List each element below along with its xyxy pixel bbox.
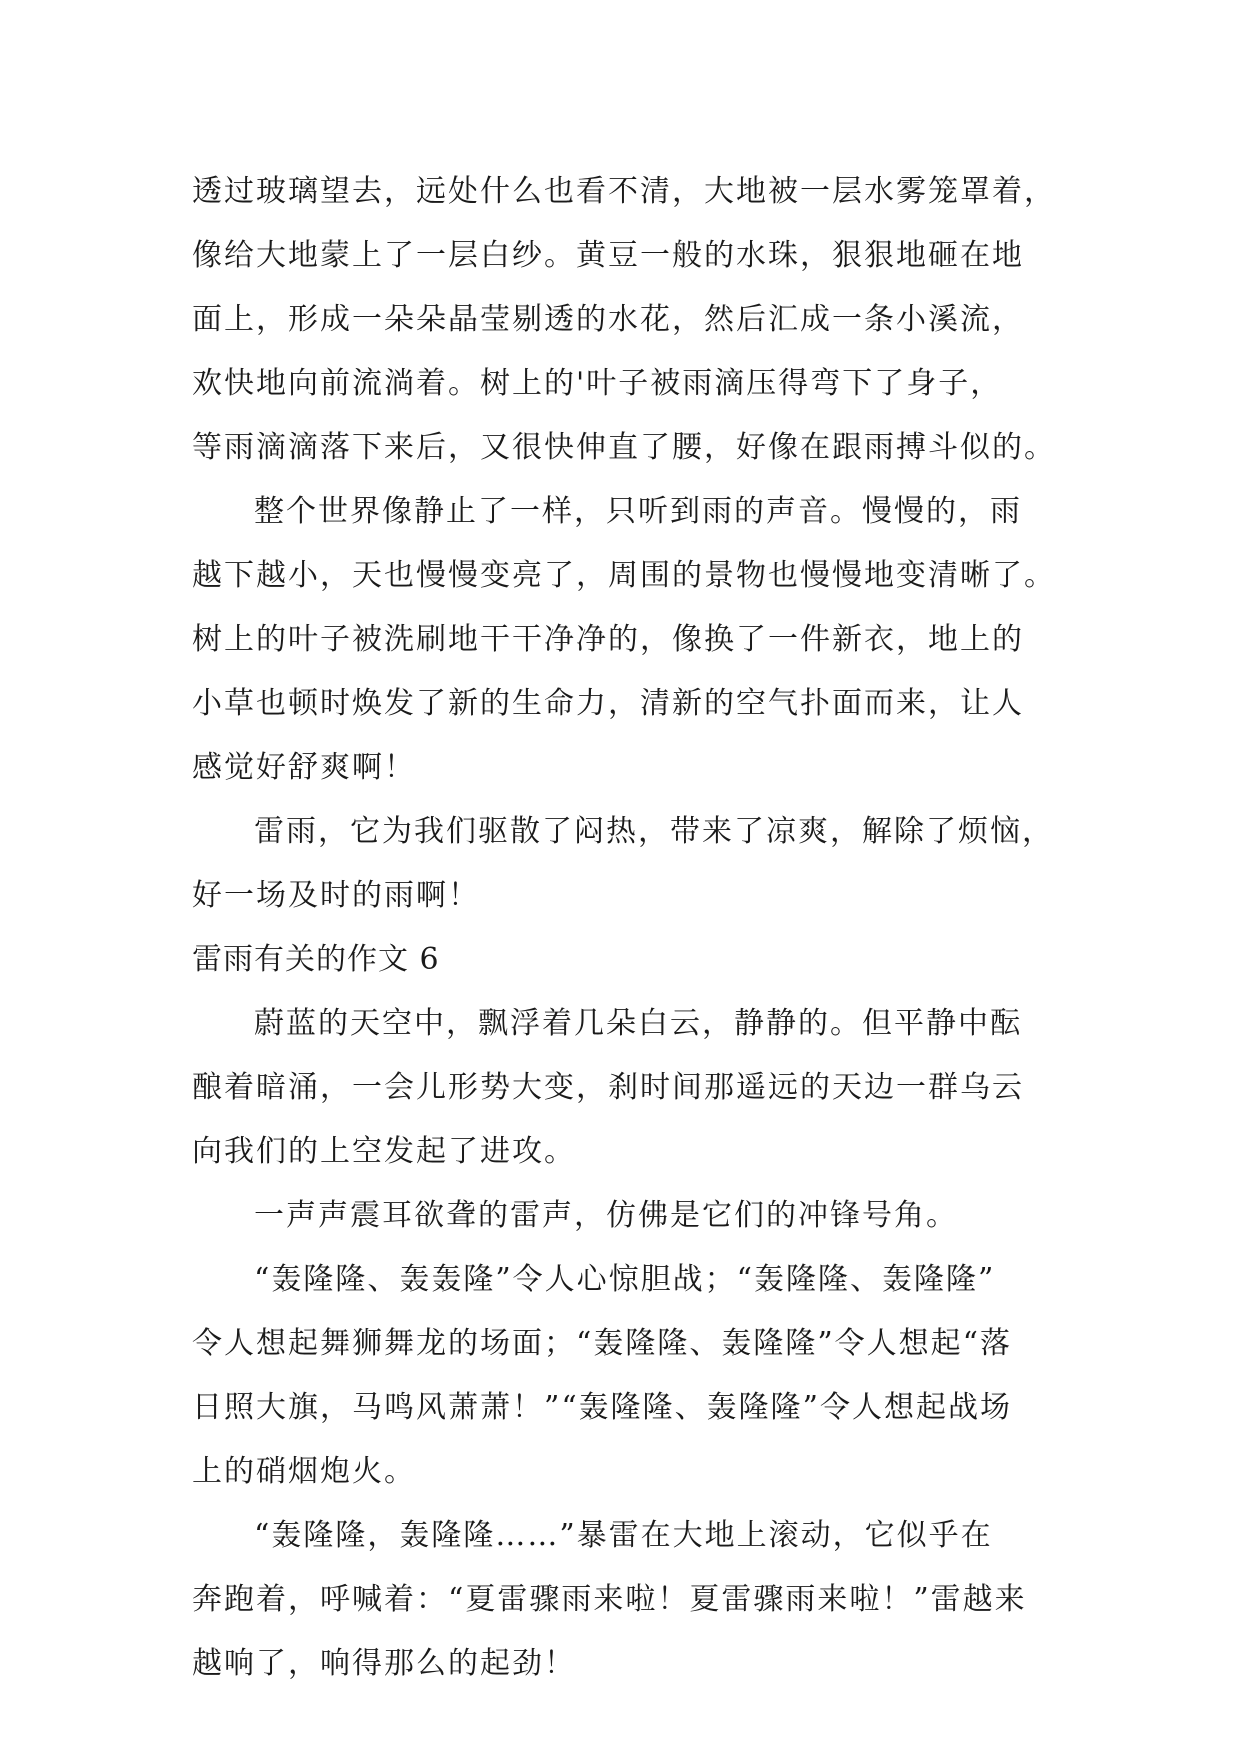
text-line: 等雨滴滴落下来后，又很快伸直了腰，好像在跟雨搏斗似的。 [192, 430, 1056, 465]
text-line: 像给大地蒙上了一层白纱。黄豆一般的水珠，狠狠地砸在地 [192, 238, 1024, 273]
paragraph [192, 480, 1056, 800]
text-line: 上的硝烟炮火。 [192, 1454, 416, 1489]
text-line: “轰隆隆、轰轰隆”令人心惊胆战；“轰隆隆、轰隆隆” [254, 1262, 996, 1297]
text-line: 蔚蓝的天空中，飘浮着几朵白云，静静的。但平静中酝 [254, 1006, 1022, 1041]
text-line: 小草也顿时焕发了新的生命力，清新的空气扑面而来，让人 [192, 686, 1024, 721]
text-line: 越响了，响得那么的起劲！ [192, 1646, 576, 1681]
paragraph [192, 1184, 1052, 1248]
text-line: 奔跑着，呼喊着：“夏雷骤雨来啦！夏雷骤雨来啦！”雷越来 [192, 1582, 1027, 1617]
text-line: 好一场及时的雨啊！ [192, 878, 480, 913]
text-line: 面上，形成一朵朵晶莹剔透的水花，然后汇成一条小溪流， [192, 302, 1024, 337]
text-line: 向我们的上空发起了进攻。 [192, 1134, 576, 1169]
text-line: 越下越小，天也慢慢变亮了，周围的景物也慢慢地变清晰了。 [192, 558, 1056, 593]
text-line: 一声声震耳欲聋的雷声，仿佛是它们的冲锋号角。 [254, 1198, 958, 1233]
paragraph [192, 1248, 1052, 1504]
paragraph [192, 800, 1052, 928]
text-line: 感觉好舒爽啊！ [192, 750, 416, 785]
text-line: 透过玻璃望去，远处什么也看不清，大地被一层水雾笼罩着， [192, 174, 1056, 209]
paragraph [192, 160, 1056, 480]
text-line: “轰隆隆，轰隆隆……”暴雷在大地上滚动，它似乎在 [254, 1518, 993, 1553]
text-line: 日照大旗，马鸣风萧萧！”“轰隆隆、轰隆隆”令人想起战场 [192, 1390, 1013, 1425]
paragraph [192, 1504, 1052, 1696]
text-line: 酿着暗涌，一会儿形势大变，刹时间那遥远的天边一群乌云 [192, 1070, 1024, 1105]
document-body [192, 160, 1056, 1696]
paragraph [192, 992, 1052, 1184]
text-line: 整个世界像静止了一样，只听到雨的声音。慢慢的，雨 [254, 494, 1022, 529]
text-line: 欢快地向前流淌着。树上的'叶子被雨滴压得弯下了身子， [192, 366, 1003, 401]
section-heading: 雷雨有关的作文 6 [192, 942, 440, 977]
text-line: 令人想起舞狮舞龙的场面；“轰隆隆、轰隆隆”令人想起“落 [192, 1326, 1013, 1361]
text-line: 雷雨，它为我们驱散了闷热，带来了凉爽，解除了烦恼， [254, 814, 1054, 849]
text-line: 树上的叶子被洗刷地干干净净的，像换了一件新衣，地上的 [192, 622, 1024, 657]
